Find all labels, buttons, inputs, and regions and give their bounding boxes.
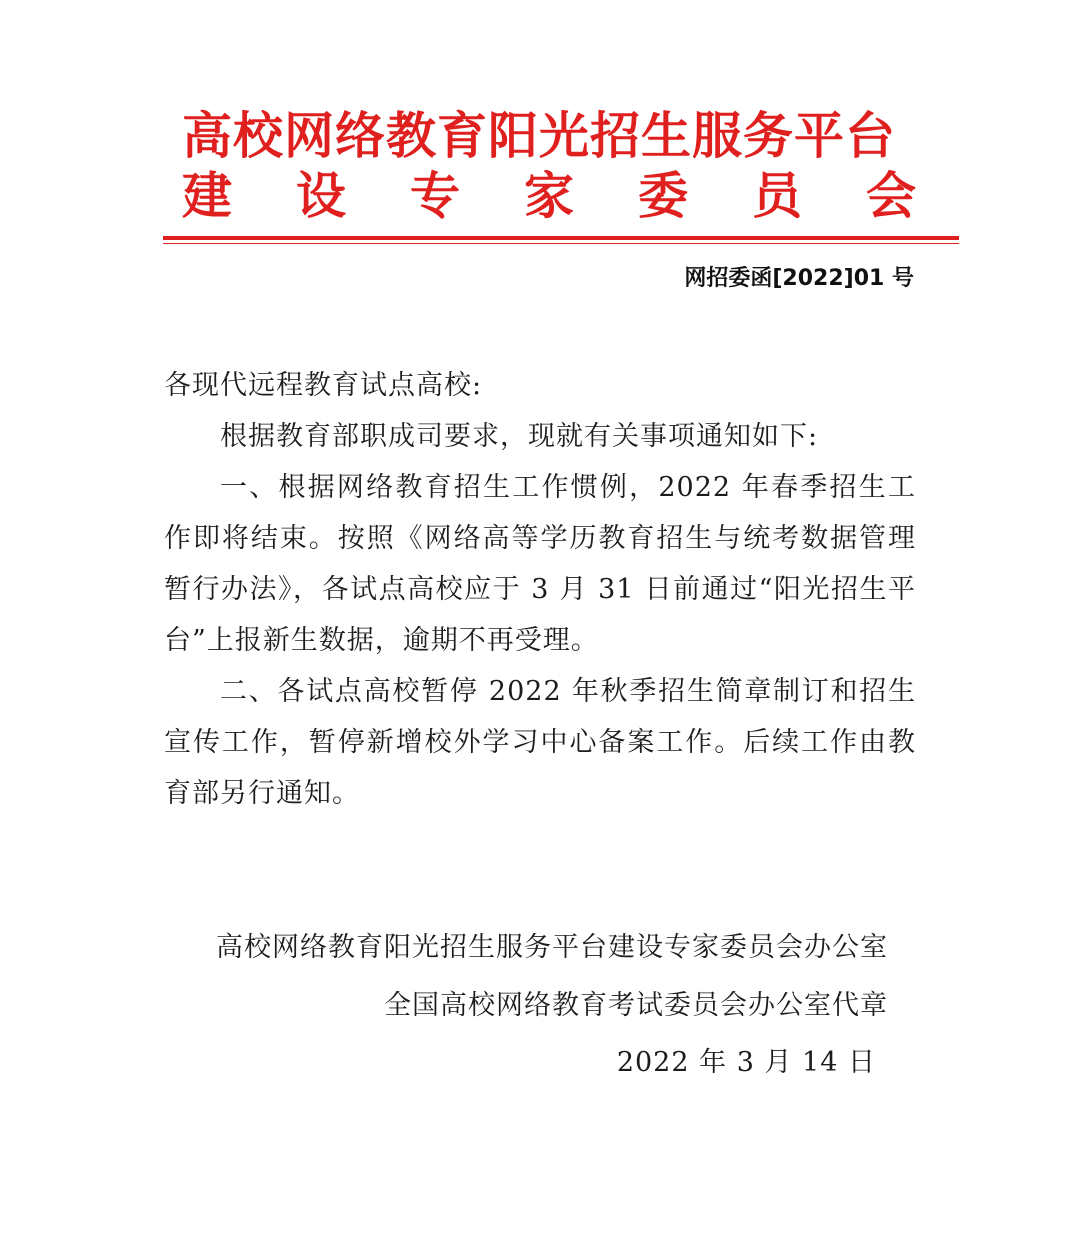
notice-body (164, 360, 916, 819)
signature-org-1: 高校网络教育阳光招生服务平台建设专家委员会办公室 (216, 932, 888, 963)
paragraph-intro: 根据教育部职成司要求，现就有关事项通知如下: (220, 421, 819, 452)
header-red-rule-thick (163, 236, 959, 240)
document-number: 网招委函[2022]01 号 (684, 266, 914, 291)
signature-date: 2022 年 3 月 14 日 (616, 1047, 876, 1078)
header-title-line1: 高校网络教育阳光招生服务平台 (182, 107, 896, 165)
paragraph-item-1: 一、根据网络教育招生工作惯例，2022 年春季招生工作即将结束。按照《网络高等学历教育招生与统考数据管理暂行办法》，各试点高校应于 3 月 31 日前通过“阳光招生平台”上报新生数据，逾期不再受理。 (164, 472, 916, 656)
paragraph-item-2: 二、各试点高校暂停 2022 年秋季招生简章制订和招生宣传工作，暂停新增校外学习中心备案工作。后续工作由教育部另行通知。 (164, 676, 916, 809)
header-red-rule-thin (163, 243, 959, 244)
salutation: 各现代远程教育试点高校: (164, 370, 483, 401)
signature-org-2: 全国高校网络教育考试委员会办公室代章 (384, 990, 888, 1021)
header-title-line2: 建设专家委员会 (182, 167, 980, 225)
